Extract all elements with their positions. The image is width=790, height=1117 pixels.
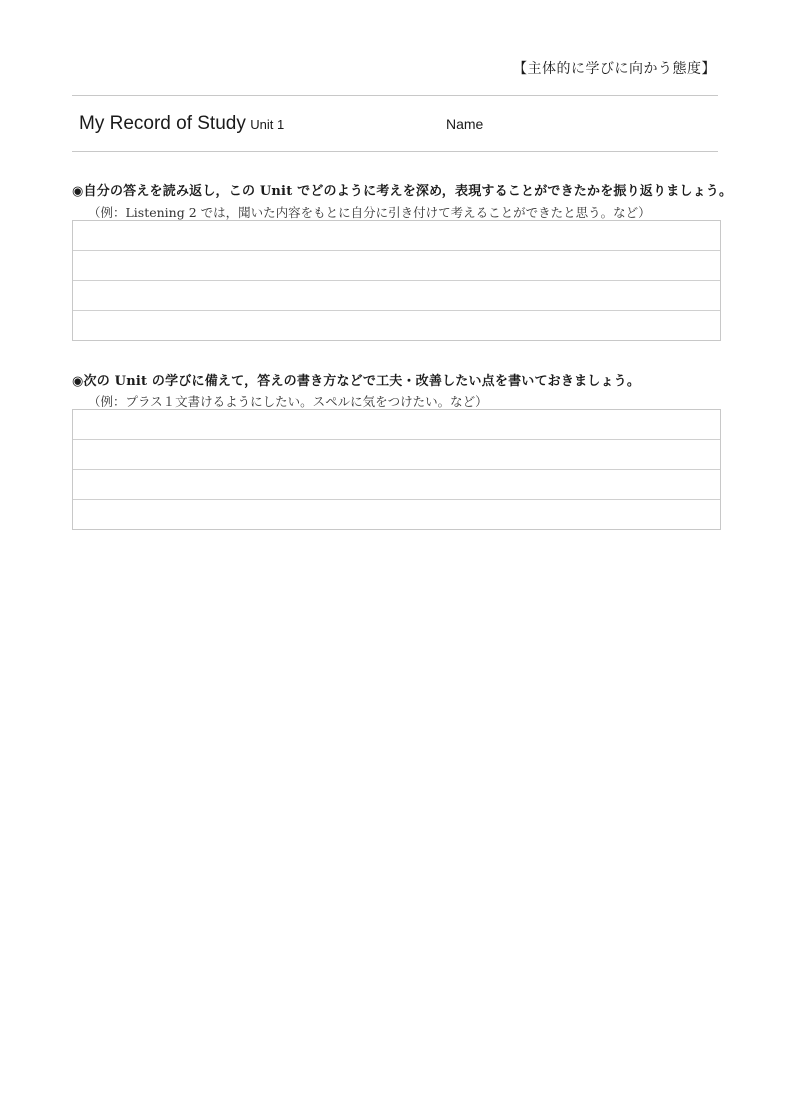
answer-line[interactable] <box>73 221 720 251</box>
attitude-category-label: 【主体的に学びに向かう態度】 <box>513 61 716 77</box>
answer-line[interactable] <box>73 500 720 530</box>
page-title-main: My Record of Study <box>79 113 246 134</box>
page-title-unit: Unit 1 <box>250 117 285 132</box>
answer-line[interactable] <box>73 281 720 311</box>
reflection-example: （例：Listening 2 では，聞いた内容をもとに自分に引き付けて考えることができたと思う。など） <box>88 205 651 220</box>
page-title <box>79 113 284 135</box>
answer-line[interactable] <box>73 440 720 470</box>
improvement-prompt: ◉次の Unit の学びに備えて，答えの書き方などで工夫・改善したい点を書いておきましょう。 <box>72 374 641 389</box>
header-top-divider <box>72 95 718 96</box>
improvement-answer-box[interactable] <box>72 409 721 530</box>
answer-line[interactable] <box>73 311 720 341</box>
reflection-prompt: ◉自分の答えを読み返し，この Unit でどのように考えを深め，表現することができたかを振り返りましょう。 <box>72 184 733 199</box>
reflection-answer-box[interactable] <box>72 220 721 341</box>
name-label: Name <box>446 116 484 132</box>
improvement-example: （例：プラス１文書けるようにしたい。スペルに気をつけたい。など） <box>88 394 488 409</box>
header-bottom-divider <box>72 151 718 152</box>
answer-line[interactable] <box>73 470 720 500</box>
answer-line[interactable] <box>73 251 720 281</box>
answer-line[interactable] <box>73 410 720 440</box>
